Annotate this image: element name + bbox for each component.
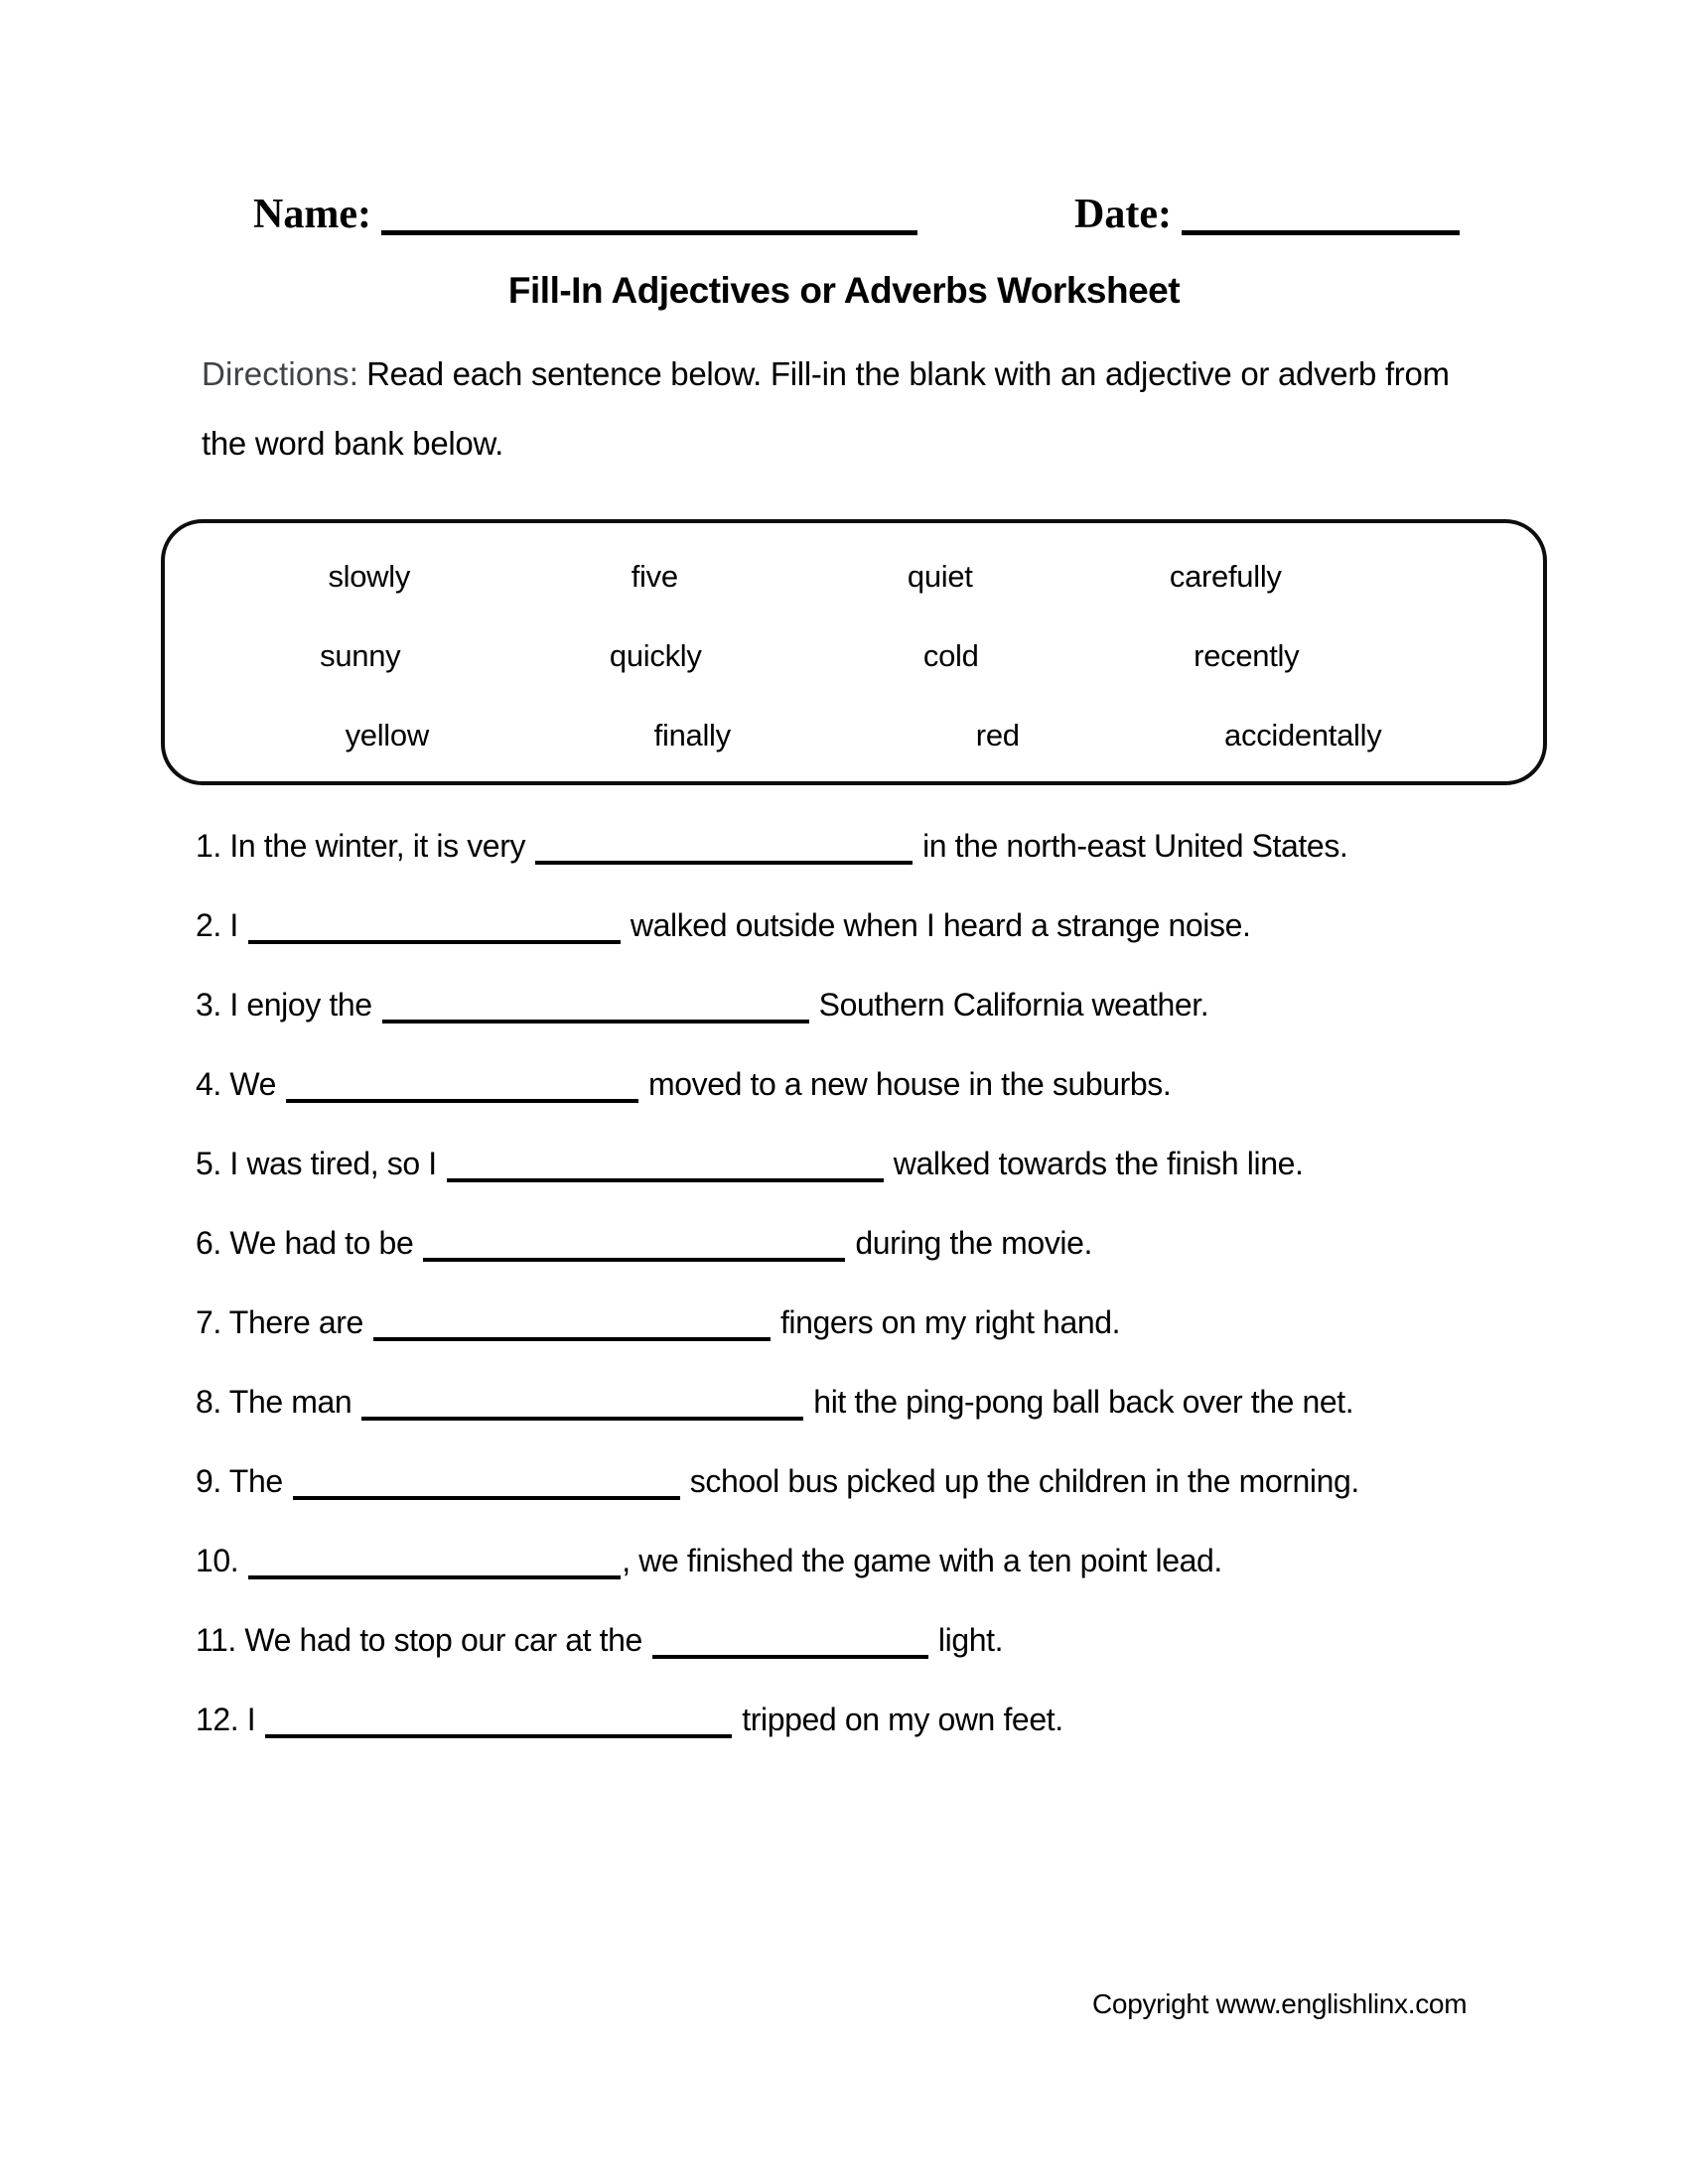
sentence-before: 11. We had to stop our car at the	[196, 1622, 642, 1658]
sentence-item-6	[196, 1203, 1586, 1283]
sentence-after: fingers on my right hand.	[779, 1304, 1121, 1340]
word-bank-word: quiet	[907, 559, 973, 594]
word-bank-row	[234, 696, 1456, 775]
sentence-item-2	[196, 886, 1586, 965]
sentence-before: 3. I enjoy the	[196, 987, 372, 1023]
sentence-after: light.	[937, 1622, 1004, 1658]
sentence-item-11	[196, 1600, 1586, 1680]
sentence-before: 5. I was tired, so I	[196, 1146, 437, 1181]
word-bank-word: cold	[922, 638, 979, 673]
date-field	[1074, 191, 1460, 238]
sentence-before: 10.	[196, 1543, 239, 1578]
word-bank-word: five	[631, 559, 678, 594]
word-bank-box	[161, 519, 1547, 785]
sentence-blank-3[interactable]	[382, 1014, 809, 1024]
sentence-blank-8[interactable]	[361, 1411, 803, 1421]
name-field	[253, 191, 917, 238]
name-label: Name:	[253, 192, 371, 237]
sentence-before: 8. The man	[196, 1384, 352, 1420]
sentence-item-12	[196, 1680, 1586, 1759]
sentence-after: moved to a new house in the suburbs.	[648, 1066, 1172, 1102]
sentence-after: tripped on my own feet.	[742, 1702, 1063, 1737]
name-blank-line[interactable]	[381, 230, 917, 235]
word-bank-row	[226, 537, 1368, 616]
sentence-before: 12. I	[196, 1702, 256, 1737]
sentence-after: walked outside when I heard a strange noise.	[630, 907, 1251, 943]
sentence-after: in the north-east United States.	[922, 828, 1348, 864]
sentence-after: during the movie.	[855, 1225, 1093, 1261]
copyright-text: Copyright www.englishlinx.com	[1092, 1988, 1468, 2019]
directions-label: Directions:	[202, 355, 359, 392]
sentence-item-10	[196, 1521, 1586, 1600]
sentence-after: , we finished the game with a ten point lead.	[622, 1543, 1222, 1578]
sentence-blank-12[interactable]	[265, 1728, 732, 1738]
word-bank-word: slowly	[328, 559, 411, 594]
word-bank-word: carefully	[1169, 559, 1282, 594]
sentence-item-3	[196, 965, 1586, 1044]
word-bank-word: finally	[653, 718, 731, 752]
sentence-after: hit the ping-pong ball back over the net.	[813, 1384, 1354, 1420]
sentence-before: 7. There are	[196, 1304, 363, 1340]
word-bank-word: accidentally	[1224, 718, 1382, 752]
sentence-before: 4. We	[196, 1066, 277, 1102]
sentence-before: 9. The	[196, 1463, 283, 1499]
page-title: Fill-In Adjectives or Adverbs Worksheet	[507, 270, 1181, 311]
word-bank-word: yellow	[345, 718, 429, 752]
sentence-blank-5[interactable]	[447, 1172, 884, 1182]
sentence-after: walked towards the finish line.	[893, 1146, 1304, 1181]
sentence-after: school bus picked up the children in the morning.	[689, 1463, 1359, 1499]
date-blank-line[interactable]	[1182, 230, 1460, 235]
sentence-item-8	[196, 1362, 1586, 1441]
sentence-blank-11[interactable]	[652, 1649, 928, 1659]
word-bank-word: sunny	[320, 638, 401, 673]
sentence-item-1	[196, 806, 1586, 886]
sentence-item-9	[196, 1441, 1586, 1521]
date-label: Date:	[1074, 192, 1172, 237]
sentence-item-4	[196, 1044, 1586, 1124]
sentence-blank-7[interactable]	[373, 1331, 771, 1341]
word-bank-word: recently	[1194, 638, 1300, 673]
word-bank-row	[212, 616, 1394, 696]
directions-paragraph	[202, 340, 1463, 478]
sentence-blank-1[interactable]	[535, 855, 913, 865]
sentence-before: 6. We had to be	[196, 1225, 414, 1261]
sentence-after: Southern California weather.	[818, 987, 1209, 1023]
sentence-blank-10[interactable]	[248, 1570, 621, 1579]
sentence-list	[196, 806, 1586, 1759]
word-bank-word: red	[975, 718, 1020, 752]
directions-text: Read each sentence below. Fill-in the blank with an adjective or adverb from the word bank below.	[202, 355, 1450, 462]
sentence-before: 1. In the winter, it is very	[196, 828, 526, 864]
sentence-item-5	[196, 1124, 1586, 1203]
sentence-before: 2. I	[196, 907, 238, 943]
word-bank-word: quickly	[609, 638, 702, 673]
sentence-blank-9[interactable]	[293, 1490, 680, 1500]
sentence-blank-6[interactable]	[423, 1252, 845, 1262]
sentence-blank-2[interactable]	[248, 934, 621, 944]
sentence-item-7	[196, 1283, 1586, 1362]
sentence-blank-4[interactable]	[286, 1093, 638, 1103]
